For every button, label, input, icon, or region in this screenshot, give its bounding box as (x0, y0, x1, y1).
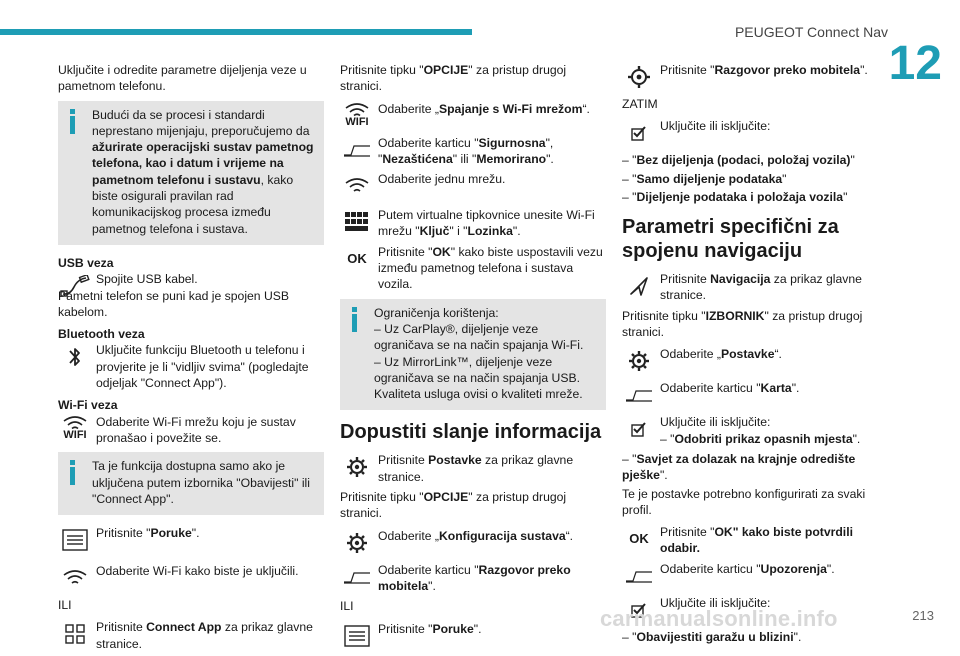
profile-note: Te je postavke potrebno konfigurirati za svaki profil. (622, 486, 866, 517)
option-item: – "Dijeljenje podataka i položaja vozila" (622, 189, 848, 204)
settings-step: Pritisnite Postavke za prikaz glavne stranice. (340, 452, 606, 485)
page-number: 213 (912, 608, 934, 623)
navigation-step: Pritisnite Navigacija za prikaz glavne stranice. (622, 271, 880, 304)
options-text: Pritisnite tipku "OPCIJE" za pristup drugoj stranici. (340, 63, 567, 94)
info-icon (68, 460, 82, 485)
ok-step: OK Pritisnite "OK" kako biste uspostavili vezu između pametnog telefona i sustava vozila. (340, 244, 606, 293)
chapter-number: 12 (888, 37, 942, 90)
intro-text: Uključite i odredite parametre dijeljenja veze u pametnom telefonu. (58, 63, 307, 94)
tab-icon (340, 135, 374, 165)
option-item: – "Savjet za dolazak na krajnje odredište pješke". (622, 451, 856, 483)
apps-gear-icon (622, 62, 656, 92)
section-heading: Parametri specifični za spojenu navigaciju (622, 216, 839, 263)
info-note-2: Ta je funkcija dostupna samo ako je uključena putem izbornika "Obavijesti" ili "Connect App". (58, 452, 324, 515)
wifi-icon (340, 171, 374, 201)
phone-tab-step: Odaberite karticu "Razgovor preko mobitela". (340, 562, 606, 595)
wifi-connect-step: WIFI Odaberite „Spajanje s Wi-Fi mrežom“. (340, 101, 606, 131)
wifi-icon: WIFI (58, 414, 92, 444)
menu-text: Pritisnite tipku "IZBORNIK" za pristup drugoj stranici. (622, 308, 863, 340)
messages-list-icon (340, 621, 374, 651)
option-item: – "Bez dijeljenja (podaci, položaj vozila)" (622, 153, 855, 168)
apps-grid-icon (58, 619, 92, 649)
keyboard-step: Putem virtualne tipkovnice unesite Wi-Fi mrežu "Ključ" i "Lozinka". (340, 207, 606, 240)
header-accent-bar (0, 29, 472, 35)
section-heading: Dopustiti slanje informacija (340, 421, 602, 444)
bluetooth-icon (58, 342, 92, 372)
option-item: – "Obavijestiti garažu u blizini". (622, 629, 802, 644)
toggle-step-2: Uključite ili isključite: – "Odobriti prikaz opasnih mjesta". (622, 414, 880, 447)
or-label: ILI (340, 599, 354, 614)
info-note: Budući da se procesi i standardi neprestano mijenjaju, preporučujemo da ažurirate operacijski sustav pametnog telefona, kao i datum i vrijeme na pametnom telefonu i sustavu, kako biste osigurali pravilan rad komunikacijskog procesa između pametnog telefona i sustava. (58, 101, 324, 245)
info-icon (68, 109, 82, 134)
tab-icon (340, 562, 374, 592)
column-3 (622, 62, 880, 647)
gear-icon (622, 346, 656, 376)
watermark: carmanualsonline.info (600, 606, 838, 631)
info-note-3: Ograničenja korištenja: – Uz CarPlay®, dijeljenje veze ograničava se na način spajanja Wi-Fi. – Uz MirrorLink™, dijeljenje veze ograničava se na način spajanja USB. Kvaliteta usluga ovisi o kvaliteti mreže. (340, 299, 606, 411)
usb-heading: USB veza (58, 255, 114, 270)
ok-icon: OK (629, 531, 649, 546)
bluetooth-heading: Bluetooth veza (58, 327, 145, 342)
connect-app-step: Pritisnite Connect App za prikaz glavne stranice. (58, 619, 324, 652)
column-2 (340, 62, 606, 655)
config-step: Odaberite „Konfiguracija sustava“. (340, 528, 606, 558)
option-item: – "Odobriti prikaz opasnih mjesta". (660, 431, 861, 446)
gear-icon (340, 528, 374, 558)
wifi-heading: Wi-Fi veza (58, 398, 118, 413)
confirm-step: OK Pritisnite "OK" kako biste potvrdili odabir. (622, 524, 880, 557)
messages-step-2: Pritisnite "Poruke". (340, 621, 606, 651)
checkbox-icon (622, 118, 656, 148)
options-text-2: Pritisnite tipku "OPCIJE" za pristup drugoj stranici. (340, 490, 567, 521)
column-1 (58, 62, 324, 656)
wifi-enable-step: Odaberite Wi-Fi kako biste je uključili. (58, 563, 324, 593)
usb-cable-icon (58, 271, 92, 301)
gear-icon (340, 452, 374, 482)
header-title: PEUGEOT Connect Nav (734, 24, 888, 40)
or-label: ILI (58, 598, 72, 613)
keyboard-icon (340, 207, 374, 237)
option-item: – "Samo dijeljenje podataka" (622, 171, 787, 186)
wifi-step: WIFI Odaberite Wi-Fi mrežu koju je sustav pronašao i povežite se. (58, 414, 324, 447)
ok-icon: OK (347, 250, 367, 266)
toggle-step-3: Uključite ili isključite: (622, 595, 880, 625)
toggle-step: Uključite ili isključite: (622, 118, 880, 148)
then-label: ZATIM (622, 97, 658, 111)
bluetooth-step: Uključite funkciju Bluetooth u telefonu i provjerite je li "vidljiv svima" (pogledajte odjeljak "Connect App"). (58, 342, 324, 391)
tab-icon (622, 561, 656, 591)
phone-call-step: Pritisnite "Razgovor preko mobitela". (622, 62, 880, 92)
map-tab-step: Odaberite karticu "Karta". (622, 380, 880, 410)
navigation-arrow-icon (622, 271, 656, 301)
checkbox-icon (622, 414, 656, 444)
wifi-icon: WIFI (340, 101, 374, 131)
security-tab-step: Odaberite karticu "Sigurnosna", "Nezaštićena" ili "Memorirano". (340, 135, 606, 168)
messages-list-icon (58, 525, 92, 555)
tab-icon (622, 380, 656, 410)
wifi-icon (58, 563, 92, 593)
settings-select-step: Odaberite „Postavke“. (622, 346, 880, 376)
warnings-tab-step: Odaberite karticu "Upozorenja". (622, 561, 880, 591)
info-icon (350, 307, 364, 332)
messages-step: Pritisnite "Poruke". (58, 525, 324, 555)
usb-step: Spojite USB kabel. Pametni telefon se puni kad je spojen USB kabelom. (58, 272, 290, 319)
network-step: Odaberite jednu mrežu. (340, 171, 606, 201)
